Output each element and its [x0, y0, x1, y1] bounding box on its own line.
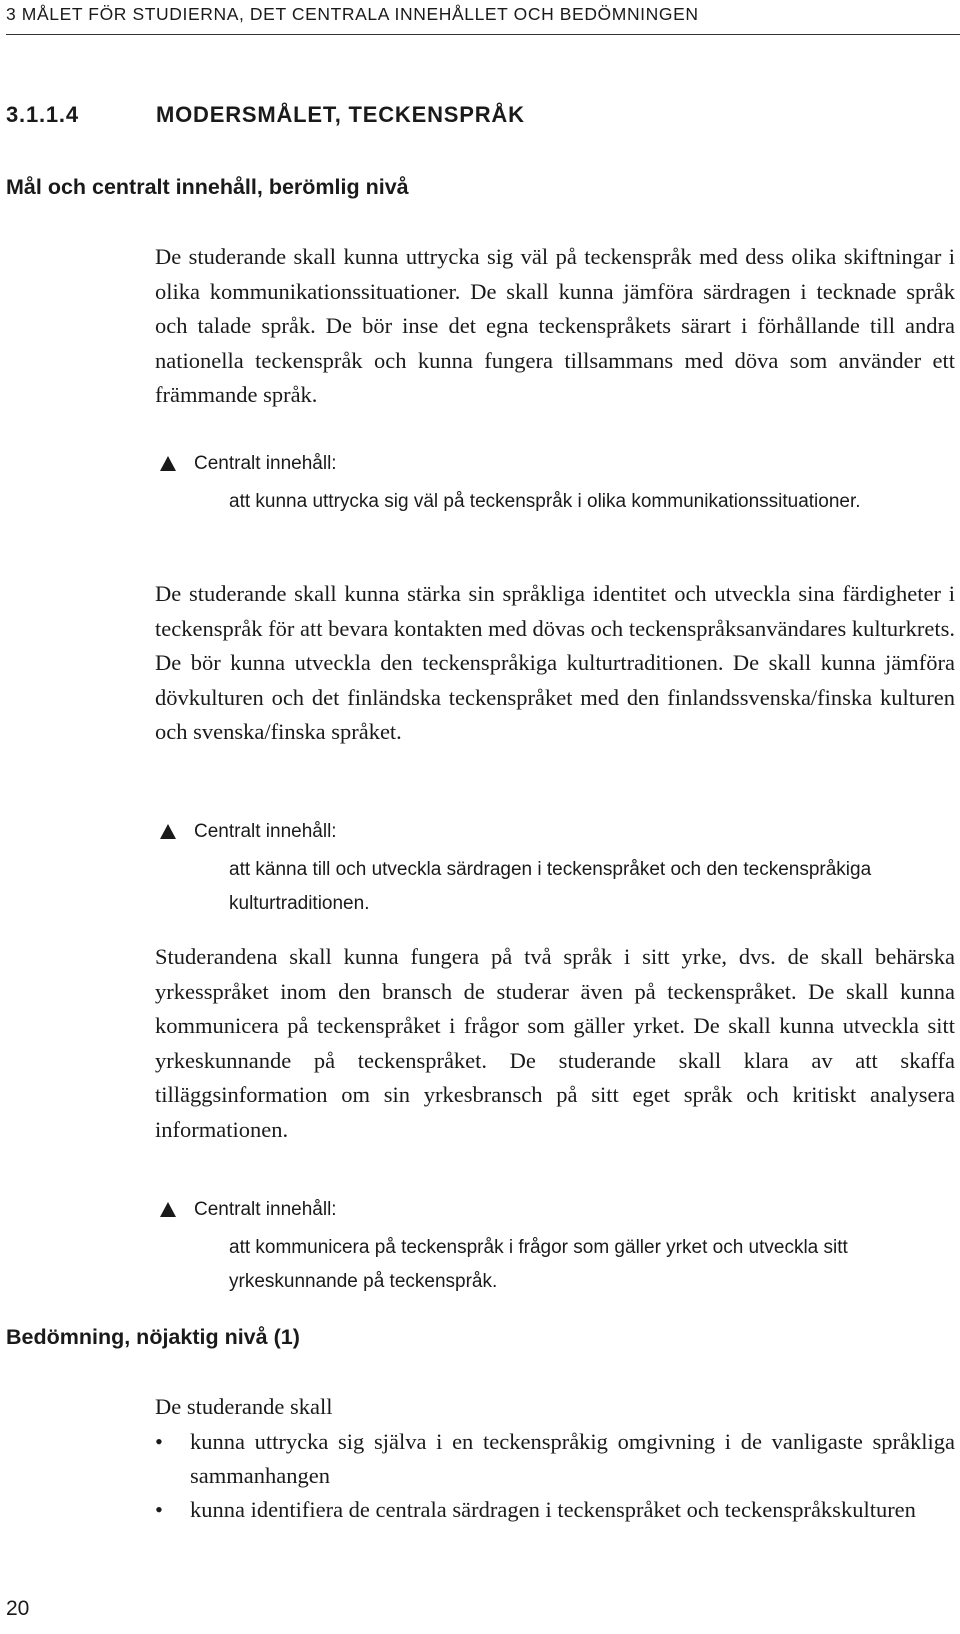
content-box-text: att kunna uttrycka sig väl på teckenspråk i olika kommunikationssituationer.: [229, 491, 861, 512]
page-number: 20: [6, 1597, 30, 1620]
content-box-text: att kommunicera på teckenspråk i frågor som gäller yrket och utveckla sitt yrkeskunnande på teckenspråk.: [229, 1237, 848, 1292]
section-title-text: MODERSMÅLET, TECKENSPRÅK: [156, 102, 525, 127]
content-box-2: [160, 817, 950, 921]
list-item: [155, 1425, 955, 1493]
content-box-text: att känna till och utveckla särdragen i teckenspråket och den teckenspråkiga kulturtraditionen.: [229, 859, 872, 914]
header-rule: [6, 34, 960, 35]
content-box-label-row: [160, 1195, 950, 1225]
list-item-text: kunna identifiera de centrala särdragen i teckenspråket och teckenspråkskulturen: [190, 1497, 916, 1522]
paragraph-3: Studerandena skall kunna fungera på två språk i sitt yrke, dvs. de skall behärska yrkesspråket inom den bransch de studerar även på teckenspråket. De skall kunna kommunicera på teckenspråket i frågor som gäller yrket. De skall kunna utveckla sitt yrkeskunnande på teckenspråket. De studerande skall klara av att skaffa tilläggsinformation om sin yrkesbransch på sitt eget språk och kritiskt analysera informationen.: [155, 944, 955, 1142]
triangle-icon: [160, 1202, 176, 1217]
triangle-icon: [160, 456, 176, 471]
triangle-icon: [160, 824, 176, 839]
bullet-icon: •: [155, 1429, 163, 1454]
content-box-label-row: [160, 817, 950, 847]
content-box-label: Centralt innehåll:: [194, 1199, 337, 1220]
content-box-3: [160, 1195, 950, 1299]
paragraph-2: De studerande skall kunna stärka sin språkliga identitet och utveckla sina färdigheter i teckenspråk för att bevara kontakten med dövas och teckenspråksanvändares kulturkrets. De bör kunna utveckla den teckenspråkiga kulturtraditionen. De skall kunna jämföra dövkulturen och det finländska teckenspråket med den finlandssvenska/finska kulturen och svenska/finska språket.: [155, 581, 955, 744]
content-box-label: Centralt innehåll:: [194, 453, 337, 474]
subheading-assessment: Bedömning, nöjaktig nivå (1): [6, 1325, 300, 1349]
paragraph-1: De studerande skall kunna uttrycka sig väl på teckenspråk med dess olika skiftningar i olika kommunikationssituationer. De skall kunna jämföra särdragen i tecknade språk och talade språk. De bör inse det egna teckenspråkets särart i förhållande till andra nationella teckenspråk och kunna fungera tillsammans med döva som använder ett främmande språk.: [155, 244, 955, 407]
assessment-intro: De studerande skall: [155, 1394, 333, 1419]
content-box-1: [160, 449, 950, 519]
bullet-icon: •: [155, 1497, 163, 1522]
section-title: [6, 102, 525, 128]
list-item: [155, 1493, 955, 1527]
running-header: 3 MÅLET FÖR STUDIERNA, DET CENTRALA INNEHÅLLET OCH BEDÖMNINGEN: [6, 4, 699, 24]
list-item-text: kunna uttrycka sig själva i en teckenspråkig omgivning i de vanligaste språkliga sammanhangen: [190, 1429, 955, 1488]
assessment-list: [155, 1425, 955, 1527]
content-box-label: Centralt innehåll:: [194, 821, 337, 842]
content-box-label-row: [160, 449, 950, 479]
section-number: 3.1.1.4: [6, 102, 79, 127]
subheading-goals: Mål och centralt innehåll, berömlig nivå: [6, 175, 409, 199]
